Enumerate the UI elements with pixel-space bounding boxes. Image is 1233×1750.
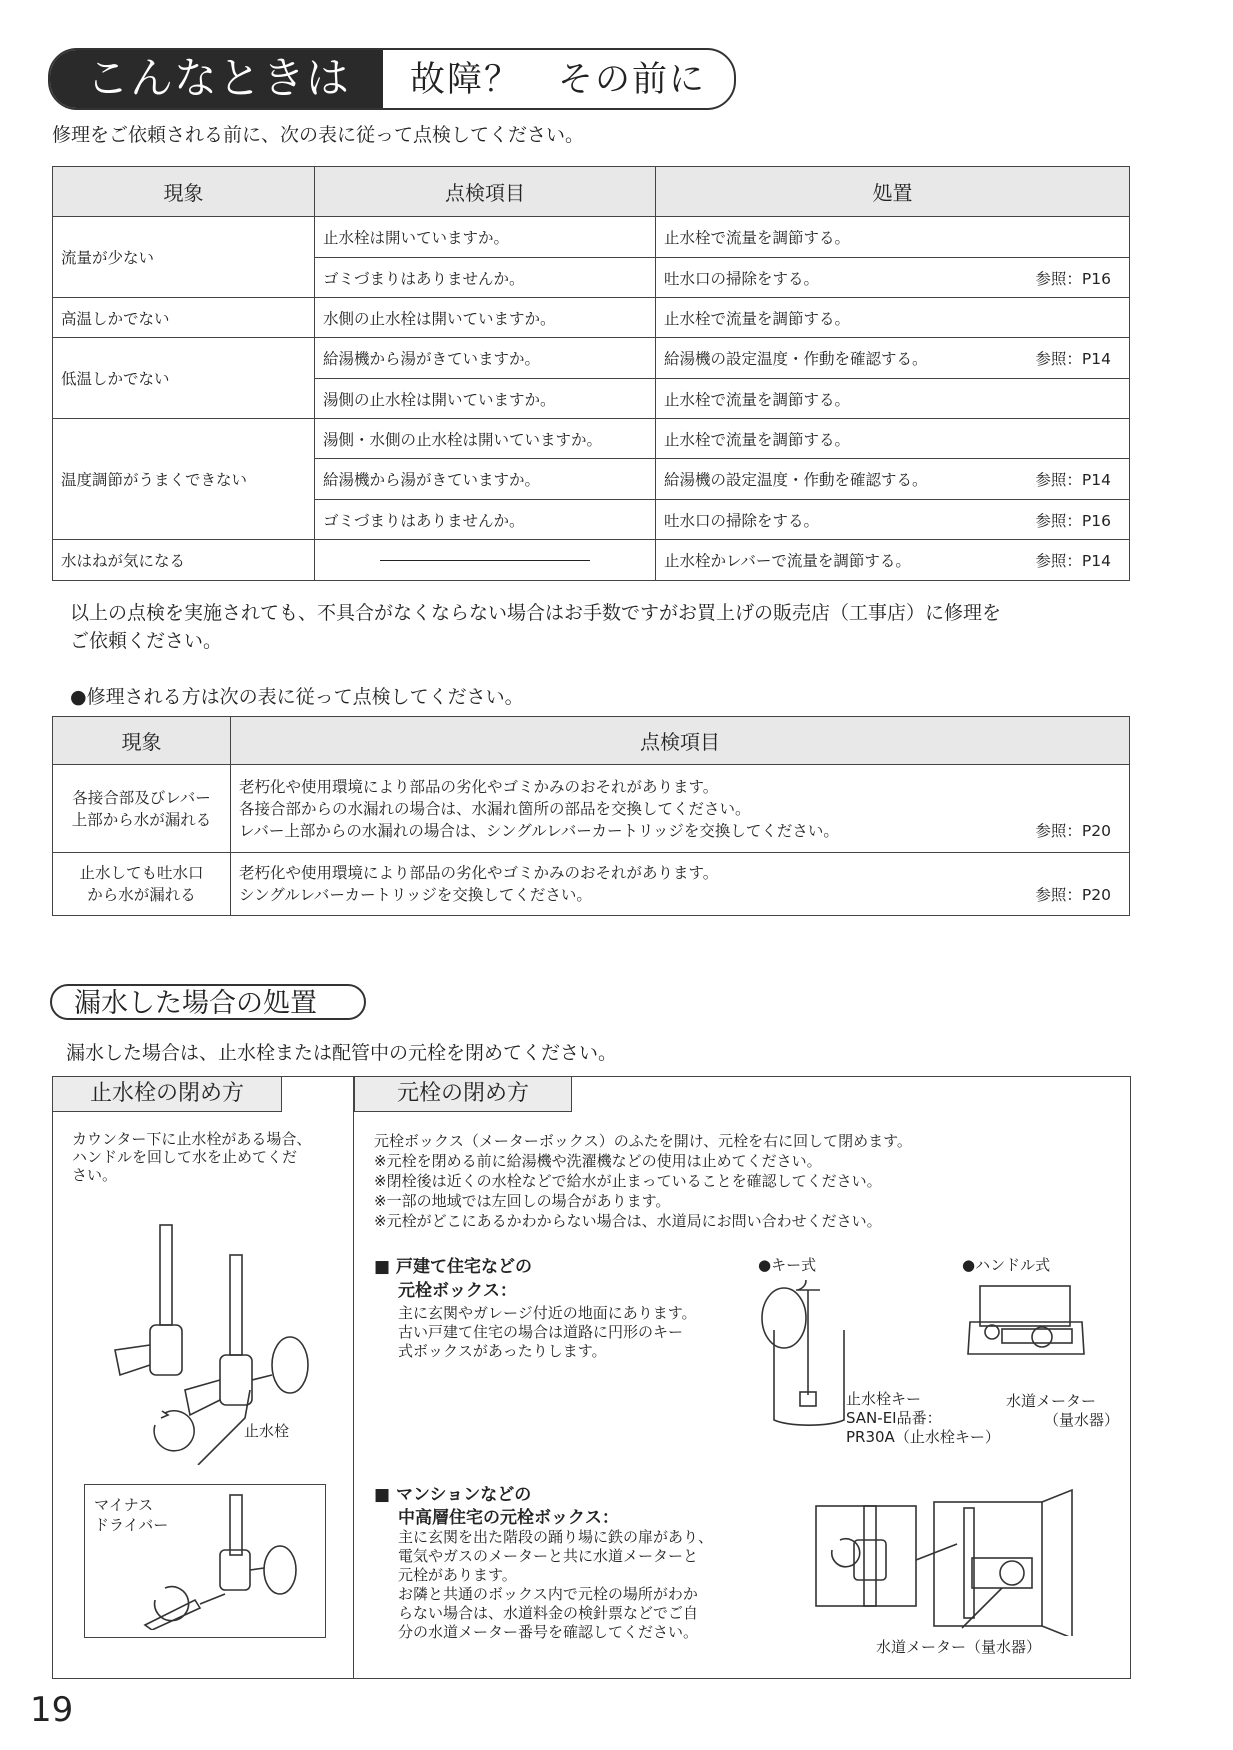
check-cell-empty [315,540,656,581]
check-cell: 止水栓は開いていますか。 [315,217,656,258]
symptom-cell: 各接合部及びレバー 上部から水が漏れる [53,765,231,853]
check-cell: 湯側・水側の止水栓は開いていますか。 [315,419,656,459]
check-cell: 水側の止水栓は開いていますか。 [315,298,656,338]
dash-line [380,560,590,561]
main-valve-note-4: ※元栓がどこにあるかわからない場合は、水道局にお問い合わせください。 [374,1212,882,1230]
col-header-check: 点検項目 [315,167,656,217]
meter-label-1: 水道メーター [1006,1392,1097,1410]
main-valve-note-3: ※一部の地域では左回しの場合があります。 [374,1192,671,1210]
left-text-1: カウンター下に止水栓がある場合、 [72,1130,312,1148]
action-cell: 給湯機の設定温度・作動を確認する。 参照：P14 [656,459,1130,500]
main-valve-note-2: ※閉栓後は近くの水栓などで給水が止まっていることを確認してください。 [374,1172,882,1190]
mansion-text-4: お隣と共通のボックス内で元栓の場所がわか [398,1585,698,1603]
col-header-action: 処置 [656,167,1130,217]
repair-table [52,716,1130,916]
tab-valve-close: 止水栓の閉め方 [53,1077,282,1112]
screwdriver-icon [140,1490,320,1630]
page-reference: 参照：P16 [1035,269,1111,288]
left-text-2: ハンドルを回して水を止めてくだ [72,1148,298,1166]
col-header-symptom: 現象 [53,167,315,217]
meter-label-2: （量水器） [1044,1411,1120,1429]
header-title: こんなときは [50,50,383,108]
repair-note: ●修理される方は次の表に従って点検してください。 [70,686,524,708]
action-cell: 止水栓で流量を調節する。 [656,217,1130,258]
divider [353,1076,354,1678]
mansion-title-2: 中高層住宅の元栓ボックス： [398,1508,619,1528]
check-cell: ゴミづまりはありませんか。 [315,500,656,540]
handle-box-illustration [962,1282,1092,1382]
house-text-2: 古い戸建て住宅の場合は道路に円形のキー [398,1323,684,1341]
action-cell: 止水栓かレバーで流量を調節する。 参照：P14 [656,540,1130,581]
intro-text: 修理をご依頼される前に、次の表に従って点検してください。 [52,124,585,146]
house-title-1: ■ 戸建て住宅などの [374,1257,532,1277]
main-valve-note-1: ※元栓を閉める前に給湯機や洗濯機などの使用は止めてください。 [374,1152,822,1170]
note-line-2: ご依頼ください。 [70,630,223,652]
key-name-1: 止水栓キー [846,1390,922,1408]
action-cell: 吐水口の掃除をする。 参照：P16 [656,258,1130,298]
mansion-box-illustration [812,1488,1082,1636]
action-cell: 止水栓で流量を調節する。 [656,419,1130,459]
mansion-text-5: らない場合は、水道料金の検針票などでご自 [398,1604,699,1622]
driver-label-1: マイナス [94,1496,154,1514]
mansion-text-3: 元栓があります。 [398,1566,517,1584]
page-reference: 参照：P20 [1035,886,1111,904]
handle-type-label: ●ハンドル式 [962,1256,1051,1274]
symptom-cell: 水はねが気になる [53,540,315,581]
section-intro: 漏水した場合は、止水栓または配管中の元栓を閉めてください。 [66,1042,618,1064]
action-cell: 吐水口の掃除をする。 参照：P16 [656,500,1130,540]
mansion-title-1: ■ マンションなどの [374,1485,532,1505]
check-cell: 給湯機から湯がきていますか。 [315,459,656,500]
action-cell: 止水栓で流量を調節する。 [656,379,1130,419]
check-cell: 給湯機から湯がきていますか。 [315,338,656,379]
check-cell: 湯側の止水栓は開いていますか。 [315,379,656,419]
col-header-check: 点検項目 [231,717,1130,765]
page-reference: 参照：P14 [1035,471,1111,489]
col-header-symptom: 現象 [53,717,231,765]
house-title-2: 元栓ボックス： [398,1281,517,1301]
meter-label-3: 水道メーター（量水器） [876,1638,1042,1656]
key-name-3: PR30A（止水栓キー） [846,1428,1000,1446]
section-title: 漏水した場合の処置 [50,984,366,1020]
check-cell: 老朽化や使用環境により部品の劣化やゴミかみのおそれがあります。 各接合部からの水漏れの場合は、水漏れ箇所の部品を交換してください。 レバー上部からの水漏れの場合は、シングルレバーカートリッジを交換してください。 参照：P20 [231,765,1130,853]
symptom-cell: 温度調節がうまくできない [53,419,315,540]
page-reference: 参照：P14 [1035,350,1111,368]
key-box-illustration [758,1280,858,1430]
tab-main-valve: 元栓の閉め方 [354,1077,572,1112]
main-valve-desc: 元栓ボックス（メーターボックス）のふたを開け、元栓を右に回して閉めます。 [374,1132,912,1150]
mansion-text-2: 電気やガスのメーターと共に水道メーターと [398,1547,699,1565]
symptom-cell: 止水しても吐水口 から水が漏れる [53,853,231,916]
key-name-2: SAN-EI品番： [846,1409,942,1427]
symptom-cell: 流量が少ない [53,217,315,298]
header-subtitle: 故障？ その前に [410,60,707,100]
action-cell: 給湯機の設定温度・作動を確認する。 参照：P14 [656,338,1130,379]
mansion-text-1: 主に玄関を出た階段の踊り場に鉄の扉があり、 [398,1528,714,1546]
stop-valve-illustration [100,1215,330,1465]
symptom-cell: 低温しかでない [53,338,315,419]
key-type-label: ●キー式 [758,1256,817,1274]
note-line-1: 以上の点検を実施されても、不具合がなくならない場合はお手数ですがお買上げの販売店（工事店）に修理を [70,602,1002,624]
page-reference: 参照：P16 [1035,511,1111,530]
page-number: 19 [30,1690,74,1730]
check-cell: 老朽化や使用環境により部品の劣化やゴミかみのおそれがあります。 シングルレバーカートリッジを交換してください。 参照：P20 [231,853,1130,916]
symptom-cell: 高温しかでない [53,298,315,338]
page-header [48,48,736,110]
check-cell: ゴミづまりはありませんか。 [315,258,656,298]
troubleshooting-table [52,166,1130,581]
mansion-text-6: 分の水道メーター番号を確認してください。 [398,1623,699,1641]
valve-label: 止水栓 [244,1422,290,1440]
page-reference: 参照：P20 [1035,821,1111,840]
house-text-3: 式ボックスがあったりします。 [398,1342,607,1360]
left-text-3: さい。 [72,1166,118,1184]
house-text-1: 主に玄関やガレージ付近の地面にあります。 [398,1304,697,1322]
page-reference: 参照：P14 [1035,552,1111,570]
action-cell: 止水栓で流量を調節する。 [656,298,1130,338]
driver-label-2: ドライバー [94,1516,169,1534]
